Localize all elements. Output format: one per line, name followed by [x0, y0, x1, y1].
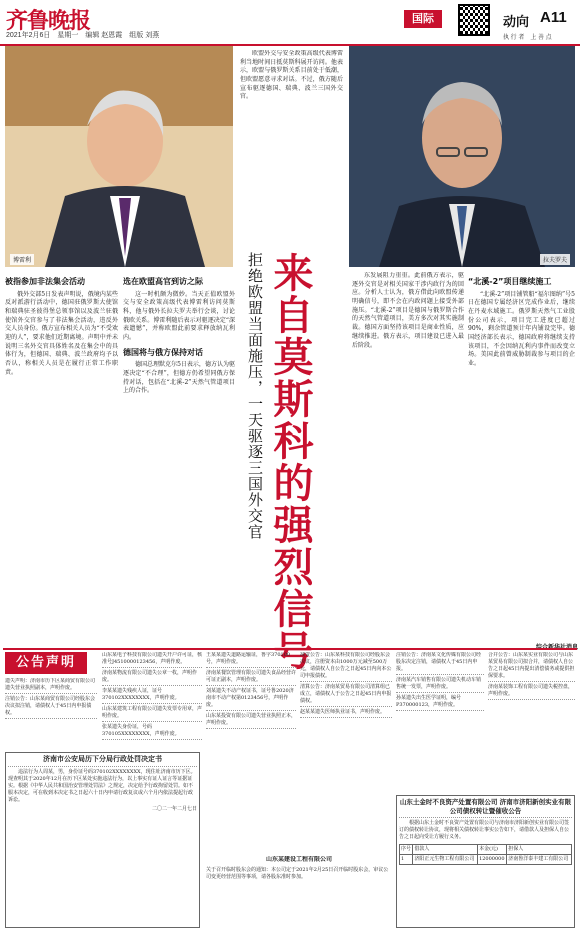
table-cell: 1 [400, 855, 413, 865]
ads-banner: 公告声明 [5, 652, 87, 674]
shareholder-notice [206, 856, 392, 928]
ad-item: 济南某物流有限公司遗失公章一枚，声明作废。 [102, 670, 202, 686]
debt-transfer-notice [396, 795, 575, 928]
ad-item: 济南某汽车销售有限公司遗失机动车销售统一发票，声明作废。 [396, 677, 484, 693]
ad-item: 遗失声明：济南市历下区某商贸有限公司遗失营业执照副本，声明作废。 [5, 678, 97, 694]
table-row [400, 855, 572, 865]
body-paragraph: 这一时机颇为微妙。当天正值欧盟外交与安全政策高级代表博雷利访问莫斯科，他与俄外长拉夫罗夫举行会谈，讨论俄欧关系。博雷利随后表示对驱逐决定“深表遗憾”，并称欧盟此前要求释放纳瓦利内。 [123, 290, 235, 342]
table-header-row [400, 845, 572, 855]
section-editors: 执 行 者 上 善 点 [503, 35, 552, 41]
article-headline: 来自莫斯科的强烈信号 [267, 252, 313, 672]
article-column-4 [468, 272, 575, 647]
ad-item: 济南某餐饮管理有限公司遗失食品经营许可证正副本，声明作废。 [206, 670, 296, 686]
photo-caption-left: 博雷利 [10, 254, 34, 265]
ad-item: 张某遗失身份证，号码370105XXXXXXXX，声明作废。 [102, 724, 202, 740]
ad-item: 赵某某遗失医师执业证书，声明作废。 [300, 709, 392, 718]
portrait-left-illustration [5, 46, 233, 267]
table-cell: 济南鲁洋泰丰建工有限公司 [507, 855, 572, 865]
table-header: 序号 [400, 845, 413, 855]
ad-item: 山东某建筑工程有限公司遗失发票专用章，声明作废。 [102, 706, 202, 722]
ad-item: 减资公告：山东某科技有限公司经股东会决议，注册资本由1000万元减至500万元，请债权人自公告之日起45日内向本公司申报债权。 [300, 652, 392, 682]
ad-item: 刘某遗失不动产权证书，证号鲁2020济南市不动产权第0123456号，声明作废。 [206, 688, 296, 711]
section-heading: 德国将与俄方保持对话 [123, 347, 203, 357]
portrait-right-illustration [349, 46, 575, 267]
notice-text: 违法行为人周某，男，身份证号码370102XXXXXXXX，现住址济南市历下区。现查明其于2020年12月在历下区某处实施违法行为，以上事实有证人证言等证据证实。根据《中华人民共和国治安管理处罚法》之规定，决定给予行政拘留处罚。如不服本决定，可在收到本决定书之日起六十日内申请行政复议或六个月内依法提起行政诉讼。 [8, 768, 196, 803]
debt-table [399, 844, 572, 865]
company-notice-title: 山东土金时不良资产处置有限公司 济南市济阳新创实业有限公司债权转让暨催收公告 [399, 798, 572, 818]
article-column-3 [352, 272, 464, 647]
company-notice-text: 根据山东土金时不良资产处置有限公司与济南市济阳新创实业有限公司签订的债权转让协议，现将相关债权转让事实公告如下，请借款人及担保人自公告之日起向受让方履行义务。 [399, 820, 570, 841]
mid-notice-text: 关于召开临时股东会的通知：本公司定于2021年2月25日召开临时股东会，审议公司变更经营范围等事项，请各股东准时参加。 [206, 867, 389, 881]
article-column-1 [5, 272, 118, 647]
dateline: 2021年2月6日 星期一 编辑 赵恩霞 组版 刘燕 [6, 32, 160, 39]
table-cell: 12000000 [478, 855, 507, 865]
table-cell: 济阳正元生物工程有限公司 [413, 855, 478, 865]
section-heading: 被指参加非法集会活动 [5, 277, 85, 286]
notice-title: 济南市公安局历下分局行政处罚决定书 [8, 755, 197, 767]
photo-lavrov [349, 46, 575, 267]
section-heading: 选在欧盟高官到访之际 [123, 277, 203, 286]
body-paragraph: “北溪-2”项目铺管船“福尔图纳”号5日在德国专属经济区完成作业后，继续在丹麦水域施工。俄罗斯天然气工业股份公司表示，项目完工进度已超过90%，剩余管道预计年内铺设完毕。德国经济部长表示，德国政府将继续支持该项目，不会因纳瓦利内事件而改变立场。美国此前曾威胁制裁参与项目的企业。 [468, 290, 575, 368]
ad-item: 合并公告：山东某实业有限公司与山东某贸易有限公司拟合并，请债权人自公告之日起45日内提出清偿债务或提供担保要求。 [488, 652, 575, 682]
table-header: 借款人 [413, 845, 478, 855]
ad-item: 王某某遗失道路运输证，鲁字370100号，声明作废。 [206, 652, 296, 668]
ads-column-3 [206, 652, 296, 852]
article-byline: 综合新华社消息 [536, 644, 579, 651]
table-header: 本金(元) [478, 845, 507, 855]
article-lead [240, 50, 343, 250]
penalty-notice [5, 752, 200, 928]
section-heading: “北溪-2”项目继续施工 [468, 277, 552, 286]
article-subheadline: 拒绝欧盟当面施压，一天驱逐三国外交官 [246, 252, 264, 540]
page-number: A11 [540, 9, 567, 26]
ad-item: 山东某投资有限公司遗失营业执照正本，声明作废。 [206, 713, 296, 729]
photo-caption-right: 拉夫罗夫 [540, 254, 570, 265]
section-name: 动向 [503, 14, 530, 29]
newspaper-logo: 齐鲁晚报 [6, 8, 91, 34]
ad-item: 注销公告：山东某商贸有限公司经股东会决议拟注销，请债权人于45日内申报债权。 [5, 696, 97, 719]
ads-column-6 [488, 652, 575, 792]
mid-notice-title: 山东某建设工程有限公司 [265, 856, 332, 863]
ad-item: 济南某装饰工程有限公司遗失税控盘，声明作废。 [488, 684, 575, 700]
ad-item: 孙某遗失出生医学证明，编号P370000123，声明作废。 [396, 695, 484, 711]
ads-column-4 [300, 652, 392, 852]
ads-column-1 [5, 678, 97, 750]
ads-column-5 [396, 652, 484, 792]
ad-item: 清算公告：济南某贸易有限公司清算组已成立，请债权人于公告之日起45日内申报债权。 [300, 684, 392, 707]
body-paragraph: 德国总理默克尔5日表示，德方认为驱逐决定“不合理”，但德方仍希望同俄方保持对话，包括在“北溪-2”天然气管道项目上的合作。 [123, 361, 235, 395]
photo-borrell [5, 46, 233, 267]
article-column-2 [123, 272, 235, 647]
notice-date: 二〇二一年二月七日 [151, 805, 197, 812]
ad-item: 李某某遗失残疾人证，证号370102XXXXXXXX，声明作废。 [102, 688, 202, 704]
ad-item: 山东某电子科技有限公司遗失开户许可证，核准号J4510000123456，声明作废。 [102, 652, 202, 668]
lead-paragraph: 欧盟外交与安全政策高级代表博雷利当地时间日抵莫斯科展开访问。他表示，欧盟与俄罗斯关系目前处于低潮，但欧盟愿意寻求对话。不过，俄方随后宣布驱逐德国、瑞典、波兰三国外交官。 [240, 50, 343, 101]
qr-code-icon [458, 4, 490, 36]
body-paragraph: 俄外交部5日发表声明说，俄境内某些反对派游行活动中，德国驻俄罗斯大使馆和瑞典驻圣彼得堡总领事馆以及波兰驻俄使馆外交官参与了非法集会活动，违反外交人员身份。俄方宣布相关人员为“不受欢迎的人”，要求他们近期离境。声明中并未说明三名外交官具体姓名及在集会中的具体行为，但德国、瑞典、波兰政府均予以否认，称相关人员是在履行正常工作职责。 [5, 290, 118, 376]
ad-item: 注销公告：济南某文化传媒有限公司经股东决定注销，请债权人于45日内申报。 [396, 652, 484, 675]
body-paragraph: 东发展阻力重重。此前俄方表示，驱逐外交官是对相关国家干涉内政行为的回应。分析人士认为，俄方借此向欧盟传递明确信号，即不会在内政问题上接受外部施压。“北溪-2”项目是德国与俄罗斯合作的天然气管道项目，美方多次对其实施制裁。德国方面坚持该项目是商业性质，应继续推进。俄方表示，项目建设已进入最后阶段。 [352, 272, 464, 349]
table-header: 担保人 [507, 845, 572, 855]
section-tab: 国际 [404, 10, 442, 28]
